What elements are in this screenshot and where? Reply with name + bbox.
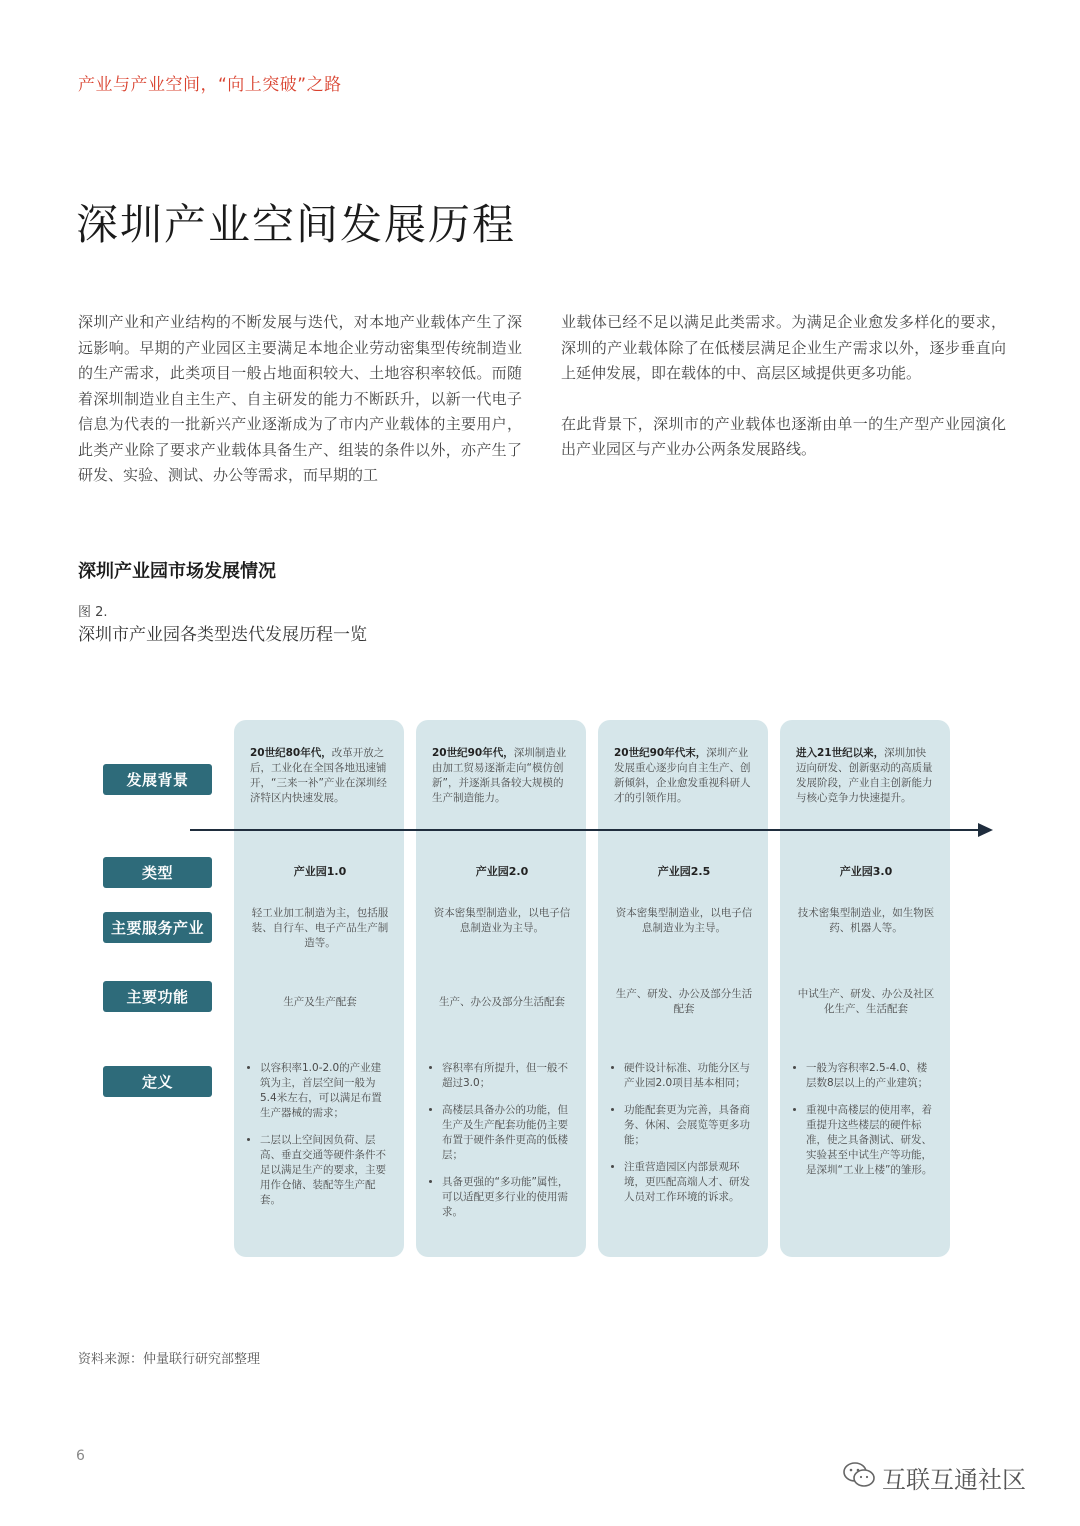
- intro-paragraph-left: 深圳产业和产业结构的不断发展与迭代，对本地产业载体产生了深远影响。早期的产业园区主要满足本地企业劳动密集型传统制造业的生产需求，此类项目一般占地面积较大、土地容积率较低。而随着深圳制造业自主生产、自主研发的能力不断跃升，以新一代电子信息为代表的一批新兴产业逐渐成为了市内产业载体的主要用户，此类产业除了要求产业载体具备生产、组装的条件以外，亦产生了研发、实验、测试、办公等需求，而早期的工: [78, 313, 522, 484]
- type-cell-4: 产业园3.0: [839, 865, 893, 878]
- definition-cell-2: [430, 1061, 570, 1220]
- wechat-icon: [842, 1461, 876, 1495]
- definition-item: • 一般为容积率2.5-4.0、楼层数8层以上的产业建筑；: [806, 1061, 934, 1091]
- function-cell-4: 中试生产、研发、办公及社区化生产、生活配套: [797, 988, 935, 1015]
- background-cell-1: 20世纪80年代，改革开放之后，工业化在全国各地迅速铺开，“三来一补”产业在深圳经济特区内快速发展。: [250, 747, 387, 804]
- watermark-text: 互联互通社区: [882, 1466, 1026, 1494]
- definition-item: • 具备更强的“多功能”属性，可以适配更多行业的使用需求。: [442, 1175, 570, 1220]
- page-title: 深圳产业空间发展历程: [76, 200, 517, 249]
- running-header: 产业与产业空间，“向上突破”之路: [78, 75, 342, 95]
- source-note: 资料来源：仲量联行研究部整理: [78, 1352, 261, 1367]
- definition-cell-4: [794, 1061, 934, 1178]
- row-label-service: 主要服务产业: [103, 912, 212, 943]
- figure-caption: 深圳市产业园各类型迭代发展历程一览: [78, 625, 367, 645]
- definition-item: • 功能配套更为完善，具备商务、休闲、会展览等更多功能；: [624, 1103, 752, 1148]
- figure-label: 图 2.: [78, 605, 108, 620]
- arrow-head-icon: [978, 823, 993, 837]
- timeline-arrow-line: [190, 829, 980, 831]
- definition-item: • 以容积率1.0-2.0的产业建筑为主，首层空间一般为5.4米左右，可以满足布置生产器械的需求；: [260, 1061, 388, 1121]
- background-cell-4: 进入21世纪以来，深圳加快迈向研发、创新驱动的高质量发展阶段，产业自主创新能力与核心竞争力快速提升。: [796, 747, 933, 804]
- type-cell-1: 产业园1.0: [293, 865, 347, 878]
- service-cell-4: 技术密集型制造业，如生物医药、机器人等。: [797, 907, 935, 934]
- definition-item: • 硬件设计标准、功能分区与产业园2.0项目基本相同；: [624, 1061, 752, 1091]
- background-cell-2: 20世纪90年代，深圳制造业由加工贸易逐渐走向“模仿创新”，并逐渐具备较大规模的生产制造能力。: [432, 747, 567, 804]
- definition-item: • 高楼层具备办公的功能，但生产及生产配套功能仍主要布置于硬件条件更高的低楼层；: [442, 1103, 570, 1163]
- service-cell-2: 资本密集型制造业，以电子信息制造业为主导。: [433, 907, 571, 934]
- definition-cell-3: [612, 1061, 752, 1205]
- row-label-type: 类型: [103, 857, 212, 888]
- definition-item: • 重视中高楼层的使用率，着重提升这些楼层的硬件标准，使之具备测试、研发、实验甚至中试生产等功能，是深圳“工业上楼”的雏形。: [806, 1103, 934, 1178]
- definition-item: • 容积率有所提升，但一般不超过3.0；: [442, 1061, 570, 1091]
- definition-cell-1: [248, 1061, 388, 1208]
- section-title: 深圳产业园市场发展情况: [78, 561, 276, 582]
- definition-item: • 注重营造园区内部景观环境，更匹配高端人才、研发人员对工作环境的诉求。: [624, 1160, 752, 1205]
- service-cell-3: 资本密集型制造业，以电子信息制造业为主导。: [615, 907, 753, 934]
- intro-right-column: [561, 310, 1006, 463]
- intro-paragraph-right-2: 在此背景下，深圳市的产业载体也逐渐由单一的生产型产业园演化出产业园区与产业办公两条发展路线。: [561, 414, 1006, 458]
- function-cell-2: 生产、办公及部分生活配套: [439, 995, 565, 1008]
- service-cell-1: 轻工业加工制造为主，包括服装、自行车、电子产品生产制造等。: [251, 907, 389, 949]
- function-cell-3: 生产、研发、办公及部分生活配套: [615, 988, 753, 1015]
- page-number: 6: [76, 1448, 85, 1464]
- type-cell-2: 产业园2.0: [475, 865, 529, 878]
- row-label-background: 发展背景: [103, 764, 212, 795]
- definition-item: • 二层以上空间因负荷、层高、垂直交通等硬件条件不足以满足生产的要求，主要用作仓储、装配等生产配套。: [260, 1133, 388, 1208]
- watermark: [842, 1460, 1026, 1495]
- intro-left-column: [78, 310, 522, 489]
- row-label-function: 主要功能: [103, 981, 212, 1012]
- intro-paragraph-right-1: 业载体已经不足以满足此类需求。为满足企业愈发多样化的要求，深圳的产业载体除了在低楼层满足企业生产需求以外，逐步垂直向上延伸发展，即在载体的中、高层区域提供更多功能。: [561, 313, 1006, 382]
- type-cell-3: 产业园2.5: [657, 865, 711, 878]
- row-label-definition: 定义: [103, 1066, 212, 1097]
- function-cell-1: 生产及生产配套: [283, 995, 357, 1008]
- background-cell-3: 20世纪90年代末，深圳产业发展重心逐步向自主生产、创新倾斜，企业愈发重视科研人才的引领作用。: [614, 747, 751, 804]
